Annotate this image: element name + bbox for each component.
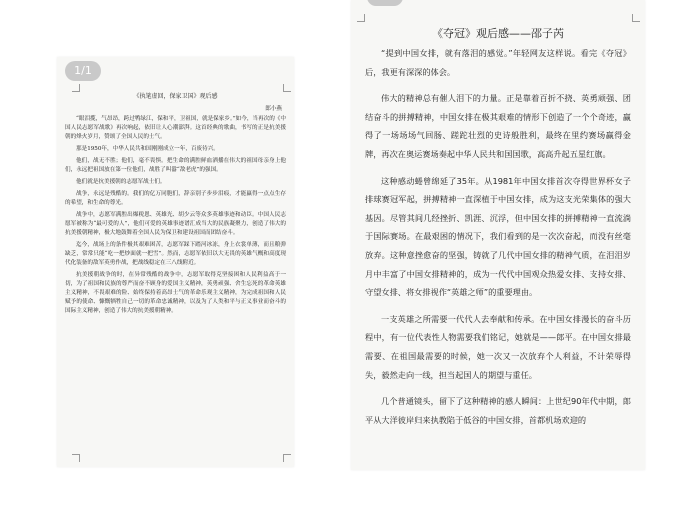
left-paragraph: 他们，战无不胜；他们，毫不畏惧。把生命的满腔鲜血洒播在伟大的祖国母亲身上他们，永远把祖国放在第一位他们，战胜了叫嚣“敌老虎”的强国。: [65, 158, 286, 173]
left-paragraph: 抗美援朝战争的时，在异常残酷的战争中，志愿军取得克坚接困和人民利益高于一切，为了祖国和民族的尊严而奋不顾身的爱国主义精神，英勇顽强、舍生忘死的革命英雄主义精神，不畏艰难的险、始终保持着高昂士气的革命乐观主义精神，为完成祖国和人民赋予的使命、慷慨牺牲自己一切的革命忠诚精神，以及为了人类和平与正义事业而奋斗的国际主义精神，创造了伟大的抗美援朝精神。: [65, 272, 286, 314]
left-document-page: [57, 57, 294, 467]
right-paragraph: 几个普通镜头，留下了这种精神的感人瞬间：上世纪90年代中期，郎平从大洋彼岸归来执教陷于低谷的中国女排，首都机场欢迎的: [365, 396, 631, 425]
left-paragraph: “眼泪揽，气昂昂，跨过鸭绿江，保和平，卫祖国，就是保家乡。”如今，当再次的《中国人民志愿军战歌》再次响起，依旧让人心潮澎湃。这首经典的歌曲，书写的正是抗美援朝的烽火岁月，赞颂了全国人民的士气。: [65, 116, 286, 140]
left-paragraph: 那是1950年，中华人民共和国刚刚成立一年，百废待兴。: [76, 146, 219, 152]
page-indicator: 1/1: [65, 61, 101, 81]
right-paragraph: 伟大的精神总有催人泪下的力量。正是靠着百折不挠、英勇顽强、团结奋斗的拼搏精神，中国女排在极其艰难的情形下创造了一个个奇迹，赢得了一场场场气回肠、蹉跎壮烈的史诗般胜利，最终在里约赛场赢得金牌，再次在奥运赛场奏起中华人民共和国国歌，高高升起五星红旗。: [365, 93, 631, 159]
left-paragraph: 他们就是抗美援朝的志愿军战士们。: [76, 179, 166, 185]
crop-mark-top-right: [632, 14, 640, 22]
right-page-content: [365, 26, 631, 437]
left-paragraph: 战争中，志愿军满腔出爆税恩、英雄光、胡少云等众多英雄事迹和动臣。中国人民志愿军被称为“最可爱的人”，他们可爱的英雄事迹谱汇成当大的民族凝聚力，创造了伟大的抗美援朝精神，极大地鼓舞着全国人民为保卫和建设祖国而团结奋斗。: [65, 212, 286, 236]
right-paragraph: “提到中国女排，就有落泪的感觉。”年轻网友这样说。看完《夺冠》后，我更有深深的体会。: [365, 48, 631, 77]
right-paragraph: 一支英雄之所需要一代代人去奉献和传承。在中国女排漫长的奋斗历程中，有一位代表性人物需要我们铭记，她就是——郎平。在中国女排最需要、在祖国最需要的时候，她一次又一次放弃个人利益，不计荣辱得失，毅然走向一线，担当起国人的期望与重任。: [365, 313, 631, 380]
right-document-page: [351, 0, 645, 470]
crop-mark-bottom-left: [72, 454, 80, 462]
left-page-content: [65, 92, 286, 319]
right-page-title: 《夺冠》观后感——邵子芮: [432, 27, 564, 40]
right-paragraph: 这种感动蜷曾绵延了35年。从1981年中国女排首次夺得世界杯女子排球赛冠军起，拼搏精神一直深植于中国女排，成为这支光荣集体的强大基因。尽管其间几经挫折、凯涯、沉浮，但中国女排的拼搏精神一直流淌于国际赛场。在最艰困的情况下，我们看到的是一次次奋起，而没有丝毫放弃。这种意挫愈奋的坚强，铸就了几代中国女排的精神气质，在泪泪岁月中丰富了中国女排精神的，成为一代代中国观众热爱女排、支持女排、守望女排、将女排视作“英雄之师”的重要理由。: [365, 175, 631, 298]
left-page-title: 《执笔虚回，保家卫国》观后感: [133, 93, 218, 100]
page-indicator-partial: [367, 0, 403, 6]
crop-mark-bottom-right: [283, 454, 291, 462]
crop-mark-top-left: [72, 84, 80, 92]
left-paragraph: 迄今，战场上的条件极其艰难困苦，志愿军踩下踏河冰冻，身上衣裳单薄，而且粮弹缺乏，常常只能“吃一把炒面就一把雪”。然而，志愿军依旧以大无畏的英雄气概和高度现代化装备的敌军英勇作战，把战线稳定在三八线附近。: [65, 242, 286, 266]
left-paragraph: 战争，永远是残酷的。我们的亿万同胞们，辞亲别子步步泪痕，才能赢得一点点生存的希望，和生命的尊光。: [65, 191, 286, 206]
crop-mark-top-left: [357, 14, 365, 22]
crop-mark-top-right: [283, 84, 291, 92]
left-page-author: 郎小燕: [265, 106, 282, 112]
